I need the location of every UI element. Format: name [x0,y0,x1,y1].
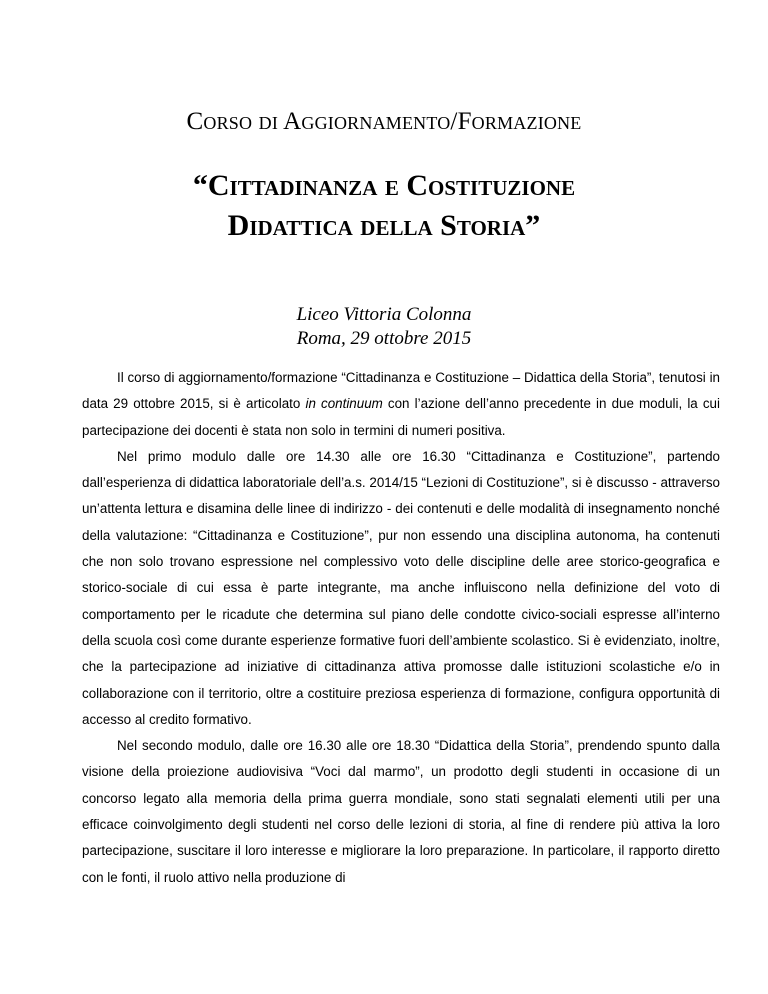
paragraph-first-module: Nel primo modulo dalle ore 14.30 alle ore 16.30 “Cittadinanza e Costituzione”, partendo dall’esperienza di didattica laboratoriale dell’a.s. 2014/15 “Lezioni di Costituzione”, si è discusso - attraverso un’attenta lettura e disamina delle linee di indirizzo - dei contenuti e delle modalità di insegnamento nonché della valutazione: “Cittadinanza e Costituzione”, pur non essendo una disciplina autonoma, ha contenuti che non solo trovano espressione nel complessivo voto delle discipline delle aree storico-geografica e storico-sociale di cui essa è parte integrante, ma anche influiscono nella definizione del voto di comportamento per le ricadute che determina sul piano delle condotte civico-sociali espresse all’interno della scuola così come durante esperienze formative fuori dell’ambiente scolastico. Si è evidenziato, inoltre, che la partecipazione ad iniziative di cittadinanza attiva promosse dalle istituzioni scolastiche e/o in collaborazione con il territorio, oltre a costituire preziosa esperienza di formazione, configura opportunità di accesso al credito formativo. [82,448,720,727]
paragraph-intro-end: con l’azione dell’anno precedente in due moduli, la cui partecipazione dei docenti è stata non solo in termini di numeri positiva. [82,396,720,438]
main-title-line-1: “Cittadinanza e Costituzione [192,169,576,202]
venue-place-date: Roma, 29 ottobre 2015 [296,328,472,349]
emphasis-in-continuum: in continuum [305,396,383,412]
paragraph-intro-start: Il corso di aggiornamento/formazione “Cittadinanza e Costituzione – Didattica della Storia”, tenutosi in data 29 ottobre 2015, si è articolato [82,370,720,412]
body-text [82,365,720,891]
course-title: Corso di Aggiornamento/Formazione [186,108,582,135]
main-title-line-2: Didattica della Storia” [227,209,541,242]
paragraph-second-module: Nel secondo modulo, dalle ore 16.30 alle ore 18.30 “Didattica della Storia”, prendendo spunto dalla visione della proiezione audiovisiva “Voci dal marmo”, un prodotto degli studenti in occasione di un concorso legato alla memoria della prima guerra mondiale, sono stati segnalati elementi utili per una efficace coinvolgimento degli studenti nel corso delle lezioni di storia, al fine di rendere più attiva la loro partecipazione, suscitare il loro interesse e migliorare la loro preparazione. In particolare, il rapporto diretto con le fonti, il ruolo attivo nella produzione di [82,738,720,885]
venue-name: Liceo Vittoria Colonna [296,304,472,325]
paragraph-intro [82,365,720,444]
